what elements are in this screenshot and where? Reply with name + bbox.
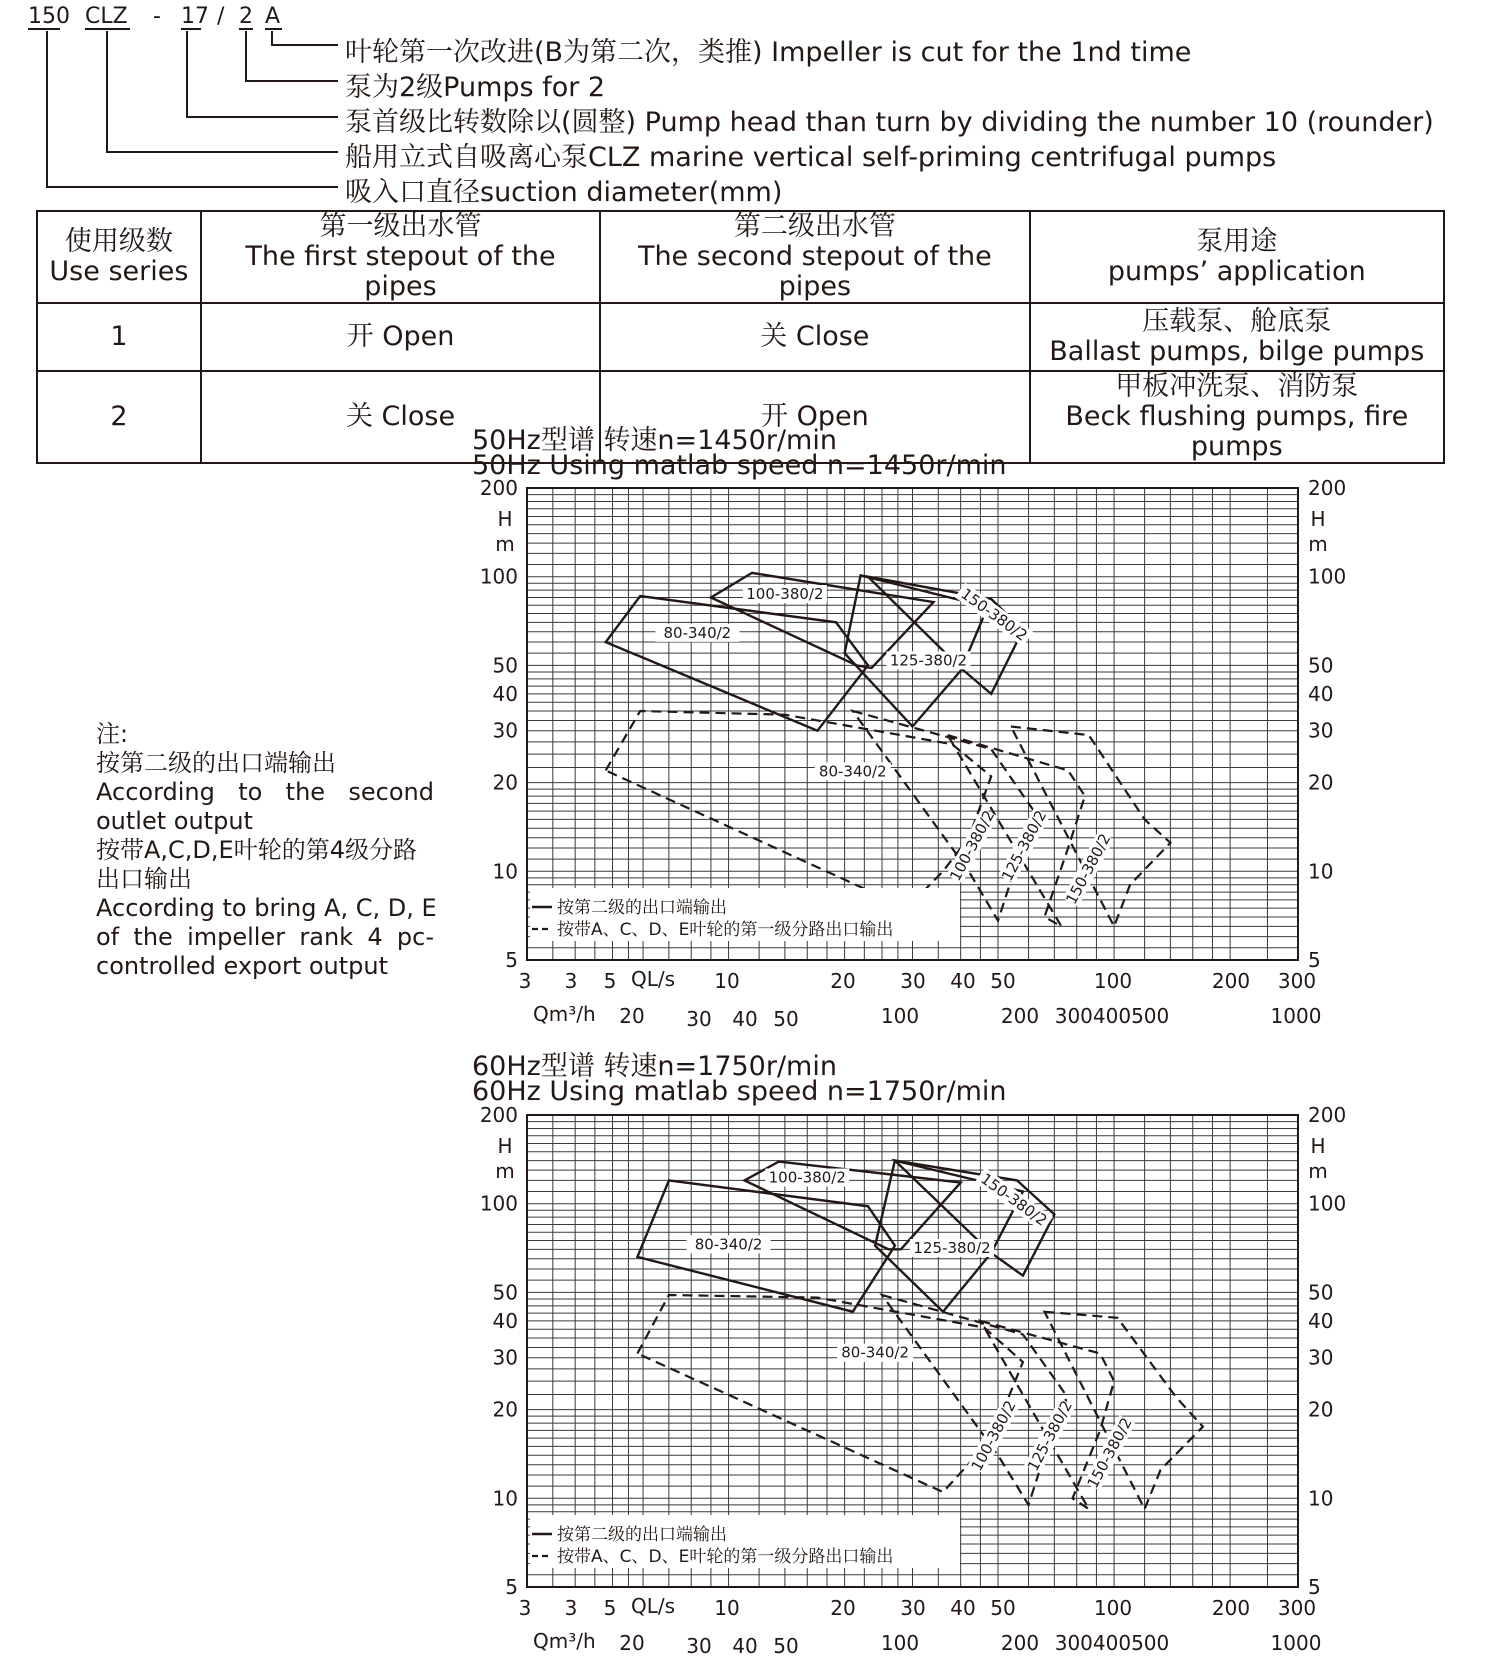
stage2-label-125-380/2: 125-380/2 [913, 1239, 991, 1258]
x-axis-label-ls: QL/s [631, 1594, 676, 1618]
y-tick-label-left: 50 [492, 1280, 518, 1305]
usage-table-header [37, 211, 1444, 303]
y-tick-label-left: 10 [492, 1486, 518, 1511]
code-leader-line [272, 31, 338, 45]
note-line: controlled export output [96, 952, 389, 980]
stage2-label-80-340/2: 80-340/2 [694, 1235, 763, 1254]
y-tick-label-left: 200 [479, 1103, 518, 1127]
x-tick-label-ls: 200 [1211, 969, 1251, 993]
y-tick-label-left: 50 [492, 653, 518, 678]
y-unit-top-left: H [497, 507, 513, 531]
chart-60hz [0, 1097, 1500, 1657]
y-unit-bottom-right: m [1308, 1159, 1328, 1183]
stage1-label-100-380/2: 100-380/2 [946, 807, 999, 884]
legend-line-impeller: 叶轮第一次改进(B为第二次，类推) Impeller is cut for the 1nd time [345, 37, 1192, 68]
legend-line-stages: 泵为2级Pumps for 2 [345, 72, 606, 103]
x-tick-label-ls: 20 [830, 1596, 856, 1620]
stage1-label-80-340/2: 80-340/2 [818, 762, 887, 781]
x-tick-label-ls: 5 [603, 1596, 617, 1620]
cell-second: 关 Close [600, 303, 1029, 371]
y-unit-bottom-right: m [1308, 532, 1328, 556]
chart2-subtitle: 60Hz Using matlab speed n=1750r/min [472, 1076, 1007, 1107]
code-leader-line [187, 31, 338, 117]
legend-solid-label: 按第二级的出口端输出 [557, 898, 727, 918]
x-tick-label-ls: 3 [564, 1596, 578, 1620]
cell-first: 关 Close [201, 371, 600, 463]
x-tick-label-ls: 40 [950, 969, 976, 993]
y-tick-label-right: 50 [1308, 653, 1334, 678]
y-tick-label-left: 40 [492, 681, 518, 706]
cell-second: 开 Open [600, 371, 1029, 463]
header-second-stepout: 第二级出水管 The second stepout of the pipes [600, 211, 1029, 303]
y-unit-top-right: H [1310, 507, 1326, 531]
cell-application: 压载泵、舱底泵 Ballast pumps, bilge pumps [1030, 303, 1444, 371]
stage2-label-150-380/2: 150-380/2 [957, 584, 1031, 645]
x-tick-label-m3h: 1000 [1270, 1631, 1322, 1655]
stage1-label-100-380/2: 100-380/2 [967, 1397, 1020, 1475]
x-tick-label-m3h: 50 [773, 1634, 799, 1657]
y-tick-label-right: 50 [1308, 1280, 1334, 1305]
y-tick-label-right: 40 [1308, 681, 1334, 706]
stage1-label-125-380/2: 125-380/2 [1023, 1397, 1077, 1475]
note-line: According to the second [96, 778, 434, 806]
y-tick-label-right: 30 [1308, 1345, 1334, 1370]
x-tick-label-m3h: 30 [686, 1634, 712, 1657]
stage1-label-150-380/2: 150-380/2 [1062, 830, 1115, 908]
x-tick-label-ls: 3 [518, 1596, 532, 1620]
y-tick-label-right: 100 [1308, 564, 1347, 589]
x-axis-label-ls: QL/s [631, 967, 676, 991]
note-line: 出口输出 [96, 865, 192, 893]
header-first-stepout: 第一级出水管 The first stepout of the pipes [201, 211, 600, 303]
x-tick-label-ls: 200 [1211, 1596, 1251, 1620]
y-tick-label-right: 100 [1308, 1191, 1347, 1216]
x-tick-label-ls: 300 [1277, 1596, 1317, 1620]
y-tick-label-left: 20 [492, 1397, 518, 1422]
y-tick-label-right: 20 [1308, 770, 1334, 795]
y-tick-label-right: 30 [1308, 718, 1334, 743]
chart-legend-box [530, 888, 960, 941]
y-tick-label-left: 200 [479, 476, 518, 500]
legend-dashed-label: 按带A、C、D、E叶轮的第一级分路出口输出 [557, 920, 894, 940]
y-tick-label-right: 40 [1308, 1308, 1334, 1333]
cell-application: 甲板冲洗泵、消防泵 Beck flushing pumps, fire pumps [1030, 371, 1444, 463]
stage2-label-80-340/2: 80-340/2 [663, 623, 732, 642]
legend-dashed-label: 按带A、C、D、E叶轮的第一级分路出口输出 [557, 1547, 894, 1567]
x-tick-label-m3h: 30 [686, 1007, 712, 1030]
note-line: of the impeller rank 4 pc- [96, 923, 434, 951]
x-tick-label-m3h: 1000 [1270, 1004, 1322, 1028]
y-tick-label-right: 200 [1308, 476, 1347, 500]
note-line: outlet output [96, 807, 253, 835]
legend-line-speed: 泵首级比转数除以(圆整) Pump head than turn by dividing the number 10 (rounder) [345, 107, 1434, 138]
x-tick-label-ls: 10 [714, 969, 740, 993]
header-use-series: 使用级数 Use series [37, 211, 201, 303]
x-tick-label-ls: 3 [518, 969, 532, 993]
x-tick-label-m3h: 50 [773, 1007, 799, 1030]
x-tick-label-m3h: 100 [880, 1631, 920, 1655]
stage2-label-125-380/2: 125-380/2 [889, 651, 968, 670]
legend-solid-label: 按第二级的出口端输出 [557, 1525, 727, 1545]
x-tick-label-m3h: 20 [619, 1631, 645, 1655]
x-axis-label-m3h: Qm³/h [533, 1002, 596, 1026]
stage2-label-150-380/2: 150-380/2 [977, 1169, 1051, 1230]
x-tick-label-m3h: 20 [619, 1004, 645, 1028]
stage2-label-100-380/2: 100-380/2 [746, 584, 824, 603]
y-unit-bottom-left: m [495, 532, 515, 556]
code-part-slash: / [217, 4, 225, 29]
chart1-title: 50Hz型谱 转速n=1450r/min [472, 425, 837, 456]
y-tick-label-left: 10 [492, 859, 518, 884]
x-tick-label-ls: 100 [1093, 969, 1133, 993]
x-tick-label-m3h: 300400500 [1054, 1004, 1170, 1028]
legend-line-suction: 吸入口直径suction diameter(mm) [345, 177, 783, 208]
note-line: 按第二级的出口端输出 [96, 749, 336, 777]
code-part-suction: 150 [28, 4, 70, 29]
y-tick-label-left: 5 [505, 948, 518, 972]
x-tick-label-ls: 3 [564, 969, 578, 993]
x-tick-label-m3h: 40 [732, 1007, 758, 1030]
y-tick-label-right: 5 [1308, 948, 1321, 972]
y-tick-label-left: 20 [492, 770, 518, 795]
x-tick-label-ls: 5 [603, 969, 617, 993]
stage1-label-125-380/2: 125-380/2 [998, 807, 1051, 884]
y-tick-label-right: 10 [1308, 1486, 1334, 1511]
legend-line-series: 船用立式自吸离心泵CLZ marine vertical self-priming centrifugal pumps [345, 142, 1277, 173]
y-tick-label-left: 5 [505, 1575, 518, 1599]
cell-series: 1 [37, 303, 201, 371]
code-part-dash: - [153, 4, 161, 29]
y-unit-bottom-left: m [495, 1159, 515, 1183]
cell-first: 开 Open [201, 303, 600, 371]
note-line: 注: [96, 720, 129, 748]
stage1-label-150-380/2: 150-380/2 [1083, 1414, 1136, 1492]
x-tick-label-ls: 100 [1093, 1596, 1133, 1620]
stage1-label-80-340/2: 80-340/2 [841, 1343, 910, 1362]
x-tick-label-ls: 20 [830, 969, 856, 993]
code-leader-line [107, 31, 338, 152]
cell-series: 2 [37, 371, 201, 463]
code-leader-line [47, 31, 338, 187]
code-part-speed: 17 [181, 4, 209, 29]
note-line: 按带A,C,D,E叶轮的第4级分路 [96, 836, 417, 864]
x-tick-label-ls: 10 [714, 1596, 740, 1620]
table-row [37, 303, 1444, 371]
y-unit-top-left: H [497, 1134, 513, 1158]
x-tick-label-ls: 50 [990, 969, 1016, 993]
y-tick-label-right: 200 [1308, 1103, 1347, 1127]
y-tick-label-right: 20 [1308, 1397, 1334, 1422]
y-tick-label-right: 10 [1308, 859, 1334, 884]
y-tick-label-left: 30 [492, 718, 518, 743]
x-tick-label-ls: 50 [990, 1596, 1016, 1620]
y-unit-top-right: H [1310, 1134, 1326, 1158]
chart-legend-box [530, 1515, 960, 1568]
code-part-stages: 2 [239, 4, 253, 29]
y-tick-label-left: 100 [479, 1191, 518, 1216]
stage2-label-100-380/2: 100-380/2 [768, 1168, 846, 1187]
code-part-series: CLZ [85, 4, 128, 29]
y-tick-label-left: 40 [492, 1308, 518, 1333]
y-tick-label-left: 30 [492, 1345, 518, 1370]
x-tick-label-ls: 30 [900, 969, 926, 993]
code-part-impeller: A [265, 4, 281, 29]
chart-50hz [0, 470, 1500, 1030]
x-tick-label-m3h: 300400500 [1054, 1631, 1170, 1655]
y-tick-label-right: 5 [1308, 1575, 1321, 1599]
y-tick-label-left: 100 [479, 564, 518, 589]
x-tick-label-m3h: 100 [880, 1004, 920, 1028]
x-tick-label-ls: 300 [1277, 969, 1317, 993]
chart2-title: 60Hz型谱 转速n=1750r/min [472, 1051, 837, 1082]
header-application: 泵用途 pumps’ application [1030, 211, 1444, 303]
code-leader-line [246, 31, 338, 81]
x-tick-label-ls: 40 [950, 1596, 976, 1620]
x-tick-label-m3h: 40 [732, 1634, 758, 1657]
chart1-subtitle: 50Hz Using matlab speed n=1450r/min [472, 450, 1007, 481]
x-tick-label-m3h: 200 [1000, 1631, 1040, 1655]
x-tick-label-ls: 30 [900, 1596, 926, 1620]
x-tick-label-m3h: 200 [1000, 1004, 1040, 1028]
note-line: According to bring A, C, D, E [96, 894, 437, 922]
x-axis-label-m3h: Qm³/h [533, 1629, 596, 1653]
